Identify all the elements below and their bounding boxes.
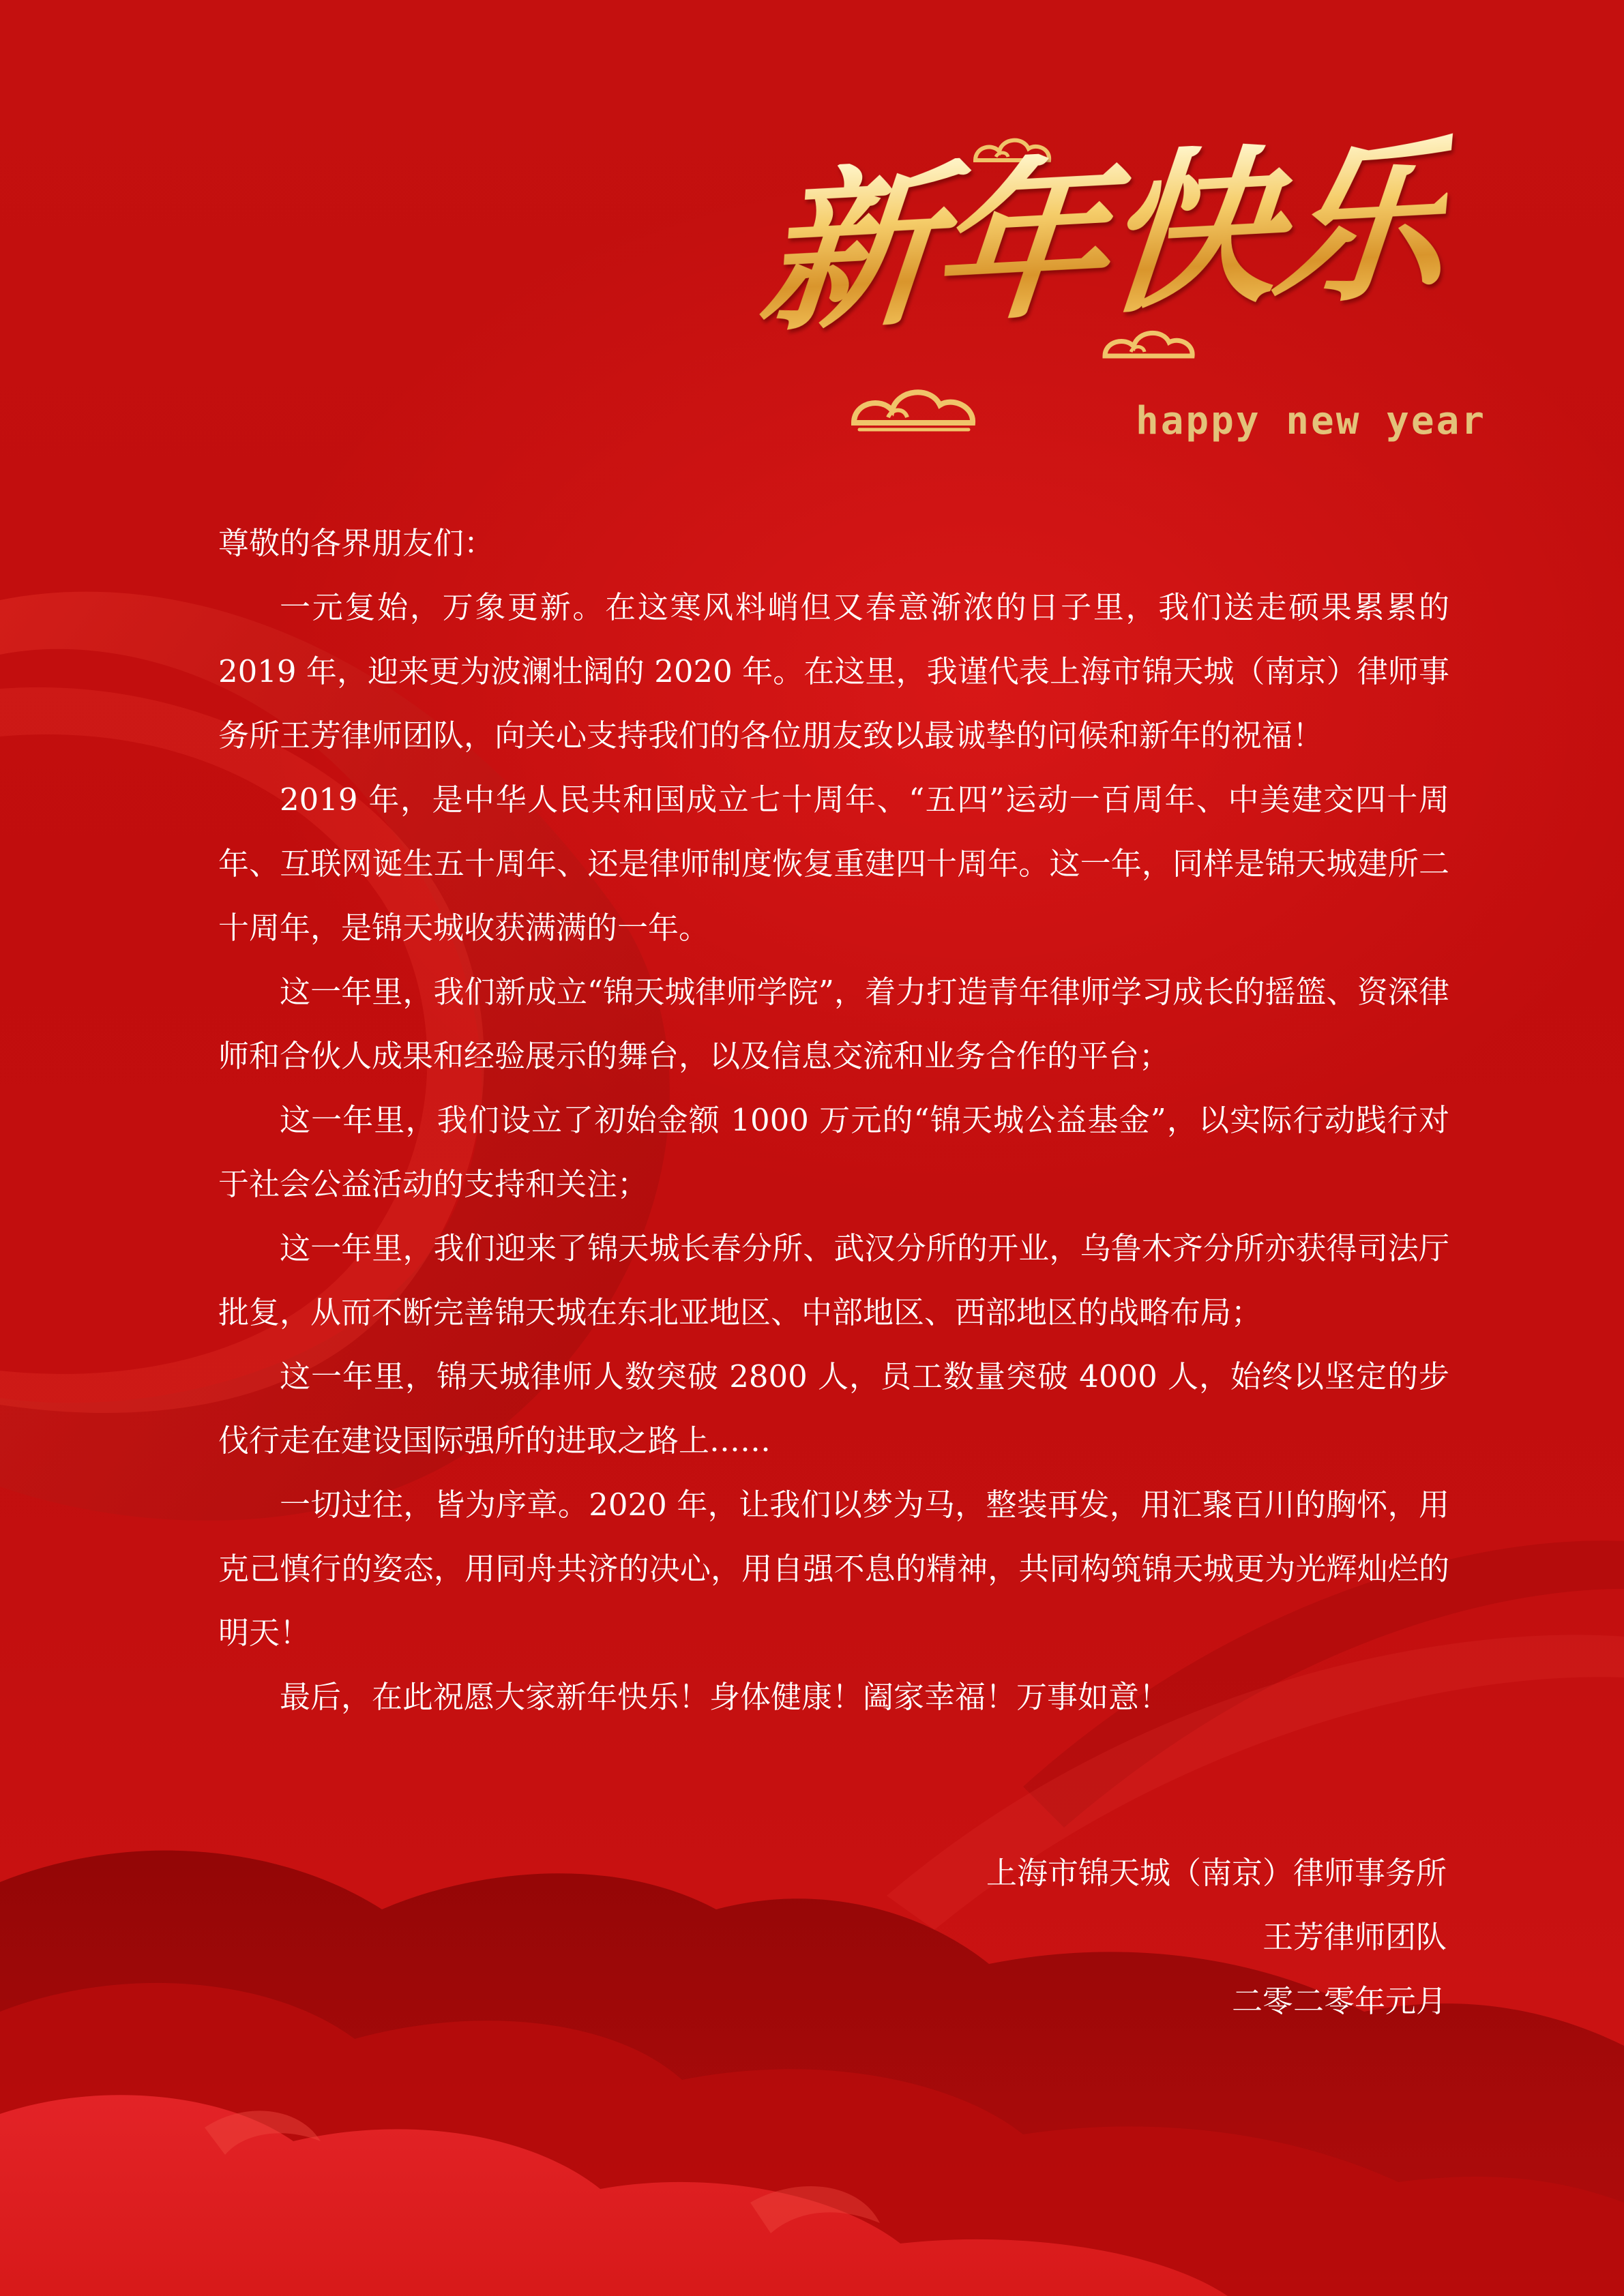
auspicious-cloud-icon bbox=[846, 375, 982, 436]
signature-team: 王芳律师团队 bbox=[1262, 1919, 1447, 1955]
letter-paragraph: 最后，在此祝愿大家新年快乐！身体健康！阖家幸福！万事如意！ bbox=[280, 1679, 1170, 1715]
salutation: 尊敬的各界朋友们： bbox=[218, 525, 495, 561]
letter-paragraph: 2019 年，是中华人民共和国成立七十周年、“五四”运动一百周年、中美建交四十周年、互联网诞生五十周年、还是律师制度恢复重建四十周年。这一年，同样是锦天城建所二十周年，是锦天城收获满满的一年。 bbox=[218, 781, 1449, 946]
headline-title: 新年快乐 bbox=[752, 117, 1455, 357]
letter-paragraph: 这一年里，锦天城律师人数突破 2800 人，员工数量突破 4000 人，始终以坚定的步伐行走在建设国际强所的进取之路上…… bbox=[218, 1358, 1449, 1459]
letter-body bbox=[218, 511, 1449, 1729]
letter-paragraph: 一元复始，万象更新。在这寒风料峭但又春意渐浓的日子里，我们送走硕果累累的 2019 年，迎来更为波澜壮阔的 2020 年。在这里，我谨代表上海市锦天城（南京）律师事务所王芳律师团队，向关心支持我们的各位朋友致以最诚挚的问候和新年的祝福！ bbox=[218, 589, 1449, 754]
signature-firm: 上海市锦天城（南京）律师事务所 bbox=[986, 1855, 1447, 1891]
signature-date: 二零二零年元月 bbox=[1231, 1983, 1447, 2019]
letter-paragraph: 这一年里，我们新成立“锦天城律师学院”，着力打造青年律师学习成长的摇篮、资深律师和合伙人成果和经验展示的舞台，以及信息交流和业务合作的平台； bbox=[218, 974, 1449, 1074]
new-year-headline bbox=[743, 117, 1582, 443]
letter-paragraph: 这一年里，我们设立了初始金额 1000 万元的“锦天城公益基金”，以实际行动践行对于社会公益活动的支持和关注； bbox=[218, 1102, 1449, 1202]
letter-paragraph: 这一年里，我们迎来了锦天城长春分所、武汉分所的开业，乌鲁木齐分所亦获得司法厅批复，从而不断完善锦天城在东北亚地区、中部地区、西部地区的战略布局； bbox=[218, 1230, 1449, 1330]
headline-subtitle: happy new year bbox=[1136, 399, 1487, 443]
letter-paragraph: 一切过往，皆为序章。2020 年，让我们以梦为马，整装再发，用汇聚百川的胸怀，用克己慎行的姿态，用同舟共济的决心，用自强不息的精神，共同构筑锦天城更为光辉灿烂的明天！ bbox=[218, 1487, 1449, 1651]
signature-block bbox=[986, 1841, 1447, 2033]
